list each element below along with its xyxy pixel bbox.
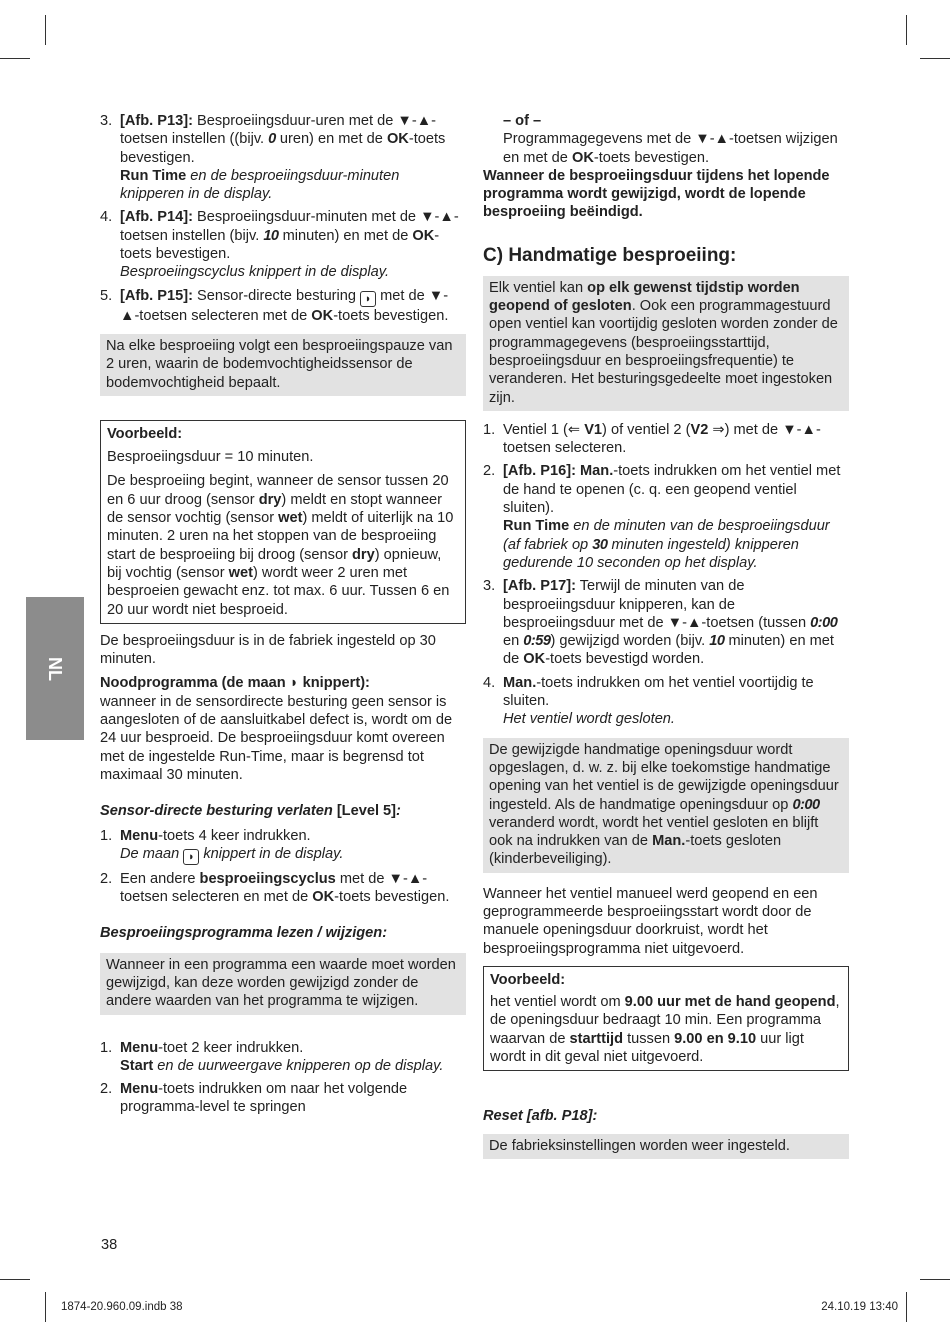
language-tab	[26, 597, 84, 740]
valve-2-label: V2	[690, 421, 713, 438]
wet-label: wet	[228, 564, 253, 581]
text: besproeiingscyclus	[199, 870, 336, 887]
step-4	[100, 208, 466, 281]
example-paragraph	[107, 472, 459, 618]
arrow-right-icon: ⇒	[712, 421, 725, 438]
step-text	[120, 1039, 443, 1076]
text: 9.00 en 9.10	[674, 1030, 757, 1047]
lcd-value: 0:00	[792, 796, 820, 813]
text: ) wordt weer 2 uren met besproeien gewacht enz. tot max. 6 uur. Tussen 6 en 20 uur wordt niet besproeid.	[107, 564, 450, 618]
step-text	[120, 287, 466, 325]
leave-title	[100, 802, 466, 820]
text: -toets indrukken om het ventiel met de hand te openen (c. q. een geopend ventiel sluiten).	[503, 463, 841, 517]
text: De besproeiing begint, wanneer de sensor tussen 20 en 6 uur droog (sensor	[107, 473, 449, 508]
manual-paragraph: Wanneer het ventiel manueel werd geopend en een geprogrammeerde besproeiingsstart wordt door de manuele openingsduur doorkruist, wordt het besproeiingsprogramma niet uitgevoerd.	[483, 885, 818, 957]
step-text	[120, 112, 466, 203]
lcd-value: 30	[592, 536, 608, 553]
figure-ref: [Afb. P14]:	[120, 209, 193, 226]
ok-key: OK	[386, 131, 409, 148]
text: knippert):	[298, 675, 370, 692]
crop-mark	[920, 58, 950, 59]
text: -toets bevestigen.	[334, 889, 450, 906]
or-text	[503, 130, 849, 167]
text: -toets 4 keer indrukken.	[158, 827, 311, 844]
step-text	[120, 870, 466, 907]
warning-text: Wanneer de besproeiingsduur tijdens het lopende programma wordt gewijzigd, wordt de lopende besproeiing beëindigd.	[483, 167, 830, 221]
text: , de openingsduur bedraagt 10 min. Een programma waarvan de	[490, 994, 840, 1047]
text: -toets bevestigen.	[593, 149, 710, 166]
step-number: 1.	[483, 421, 496, 438]
text: minuten) en met de	[503, 633, 834, 668]
language-tab-label: NL	[45, 656, 66, 681]
or-block	[483, 112, 849, 167]
example-paragraph	[490, 993, 842, 1066]
text: Terwijl de minuten van de besproeiingsduur knipperen, kan de besproeiingsduur met de ▼-▲-toetsen (tussen	[503, 578, 811, 631]
section-heading: C) Handmatige besproeiing:	[483, 244, 737, 266]
step-text	[503, 674, 849, 729]
text: Programmagegevens met de ▼-▲-toetsen wijzigen en met de	[503, 131, 838, 166]
or-label: – of –	[503, 113, 542, 129]
factory-note: De besproeiingsduur is in de fabriek ingesteld op 30 minuten.	[100, 632, 436, 668]
manual-step-4	[483, 674, 849, 729]
man-key: Man.	[503, 674, 537, 691]
step-number: 1.	[100, 1039, 113, 1056]
lcd-value: 0	[268, 131, 276, 148]
text: Besproeiingscyclus knippert in de display.	[120, 264, 390, 281]
read-step-1	[100, 1039, 466, 1076]
wet-label: wet	[278, 510, 303, 527]
manual-step-3	[483, 577, 849, 668]
step-text	[503, 462, 849, 572]
text: -toets indrukken om het ventiel voortijdig te sluiten.	[503, 674, 814, 710]
footer-file: 1874-20.960.09.indb 38	[61, 1301, 183, 1313]
text: -toets bevestigd worden.	[545, 651, 705, 668]
lcd-value: 10	[263, 227, 279, 244]
example-line: Besproeiingsduur = 10 minuten.	[107, 449, 314, 466]
text: -toets bevestigen.	[333, 307, 449, 324]
text: :	[396, 803, 401, 820]
menu-key: Menu	[120, 1039, 159, 1056]
step-text	[120, 1080, 466, 1117]
text: -toet 2 keer indrukken.	[158, 1039, 304, 1056]
manual-step-1	[483, 421, 849, 458]
step-number: 4.	[100, 209, 113, 226]
text: uren) en met de	[275, 131, 387, 148]
text: ) meldt en stopt wanneer de sensor vochtig (sensor	[107, 491, 443, 527]
ok-key: OK	[571, 149, 594, 166]
ok-key: OK	[523, 651, 546, 668]
text: op elk gewenst tijdstip worden geopend of gesloten	[489, 279, 800, 315]
lcd-value: 10	[709, 633, 725, 650]
text: Een andere	[120, 870, 200, 887]
text: en de minuten van de besproeiingsduur (af fabriek op	[503, 518, 830, 553]
step-5	[100, 287, 466, 325]
emergency-title	[100, 674, 466, 692]
changed-note	[483, 738, 849, 873]
step-number: 5.	[100, 287, 113, 304]
leave-step-2	[100, 870, 466, 907]
read-note: Wanneer in een programma een waarde moet worden gewijzigd, kan deze worden gewijzigd zonder de andere waarden van het programma te wijzigen.	[100, 953, 466, 1015]
text: minuten) en met de	[278, 227, 413, 244]
text: -toets gesloten (kinderbeveiliging).	[489, 833, 782, 868]
step-number: 2.	[100, 1081, 113, 1098]
step-number: 1.	[100, 827, 113, 844]
reset-note: De fabrieksinstellingen worden weer ingesteld.	[483, 1134, 849, 1159]
man-key: Man.	[652, 833, 686, 850]
text: uur ligt wordt in dit geval niet uitgevoerd.	[490, 1030, 804, 1066]
text: [Level 5]	[332, 803, 397, 820]
text: -toets bevestigen.	[120, 227, 440, 263]
text: minuten ingesteld) knipperen gedurende 10 seconden op het display.	[503, 536, 799, 571]
read-step-2	[100, 1080, 466, 1117]
figure-ref: [Afb. P15]:	[120, 287, 193, 304]
emergency-text: wanneer in de sensordirecte besturing geen sensor is aangesloten of de aansluitkabel defect is, wordt om de 24 uur besproeid. De besproeiingsduur komt overeen met de ingestelde Run-Time, maar is begrensd tot maximaal 30 minuten.	[100, 693, 453, 783]
text: ) of ventiel 2 (	[602, 421, 691, 438]
text: Sensor-directe besturing verlaten	[100, 803, 333, 820]
run-time-label: Run Time	[120, 167, 187, 184]
page-number: 38	[101, 1237, 118, 1253]
text: tussen	[623, 1030, 675, 1047]
left-column	[100, 112, 466, 1122]
example-title: Voorbeeld:	[490, 971, 566, 988]
step-number: 2.	[483, 463, 496, 480]
text: Besproeiingsduur-minuten met de ▼-▲-toetsen instellen (bijv.	[120, 209, 459, 244]
menu-key: Menu	[120, 1081, 159, 1098]
text: De maan	[120, 845, 184, 862]
figure-ref: [Afb. P17]:	[503, 578, 576, 595]
step-number: 3.	[483, 578, 496, 595]
figure-ref: [Afb. P16]:	[503, 463, 576, 480]
text: -toets bevestigen.	[120, 131, 446, 166]
text: en	[503, 633, 524, 650]
text: Start	[120, 1057, 154, 1074]
figure-ref: [Afb. P13]:	[120, 113, 193, 129]
ok-key: OK	[311, 307, 334, 324]
manual-note	[483, 276, 849, 411]
ok-key: OK	[312, 889, 335, 906]
reset-title: Reset [afb. P18]:	[483, 1108, 598, 1125]
read-title: Besproeiingsprogramma lezen / wijzigen:	[100, 925, 388, 942]
arrow-left-icon: ⇐	[567, 421, 581, 438]
crop-mark	[0, 58, 30, 59]
text: ) opnieuw, bij vochtig (sensor	[107, 546, 442, 581]
manual-step-2	[483, 462, 849, 572]
text: veranderd wordt, wordt het ventiel gesloten en blijft ook na indrukken van de	[489, 814, 819, 850]
text: Besproeiingsduur-uren met de ▼-▲-toetsen instellen ((bijv.	[120, 113, 437, 148]
example-box	[100, 420, 466, 624]
text: De gewijzigde handmatige openingsduur wordt opgeslagen, d. w. z. bij elke toekomstige handmatige opening van het ventiel is de gewijzigde openingsduur ingesteld. Als de handmatige openingsduur op	[489, 741, 839, 813]
run-time-label: Run Time	[503, 518, 570, 535]
step-text	[120, 827, 343, 865]
example-box-2	[483, 966, 849, 1071]
text: het ventiel wordt om	[490, 994, 625, 1011]
text: met de ▼-▲-toetsen selecteren met de	[120, 287, 449, 324]
text: Sensor-directe besturing	[192, 287, 361, 304]
menu-key: Menu	[120, 827, 159, 844]
text: met de ▼-▲-toetsen selecteren en met de	[120, 870, 428, 906]
pause-note: Na elke besproeiing volgt een besproeiingspauze van 2 uren, waarin de bodemvochtigheidssensor de bodemvochtigheid bepaalt.	[100, 334, 466, 396]
text: Elk ventiel kan	[489, 279, 588, 296]
footer-date: 24.10.19 13:40	[821, 1301, 898, 1313]
text: en de besproeiingsduur-minuten knipperen in de display.	[120, 167, 400, 203]
moon-icon: ◗	[183, 849, 199, 865]
dry-label: dry	[352, 546, 375, 563]
lcd-value: 0:00	[810, 614, 838, 631]
text: ) met de ▼-▲-toetsen selecteren.	[503, 421, 821, 457]
crop-mark	[0, 1279, 30, 1280]
text: en de uurweergave knipperen op de display.	[153, 1057, 444, 1074]
crop-mark	[45, 15, 46, 45]
example-title: Voorbeeld:	[107, 425, 183, 442]
moon-icon: ◗	[360, 291, 376, 307]
text: 9.00 uur met de hand geopend	[624, 994, 836, 1011]
right-column	[483, 112, 849, 1167]
text: -toets indrukken om naar het volgende programma-level te springen	[120, 1081, 408, 1116]
crop-mark	[906, 1292, 907, 1322]
step-text	[503, 577, 849, 668]
step-number: 2.	[100, 870, 113, 887]
text: Het ventiel wordt gesloten.	[503, 711, 675, 728]
text: knippert in de display.	[199, 845, 344, 862]
leave-step-1	[100, 827, 466, 865]
step-text	[503, 421, 849, 458]
step-3	[100, 112, 466, 203]
text: Ventiel 1 (	[503, 421, 568, 438]
crop-mark	[45, 1292, 46, 1322]
text: . Ook een programmagestuurd open ventiel kan voortijdig gesloten worden zonder de programmagegevens (besproeiingsstarttijd, besproeiingsduur en besproeiingsfrequentie) te veranderen. Het besturingsgedeelte moet ingestoken zijn.	[489, 298, 838, 406]
text: starttijd	[569, 1030, 624, 1047]
text: ) meldt of uiterlijk na 10 minuten. 2 uren na het stoppen van de besproeiing start de besproeiing bij droog (sensor	[107, 510, 454, 563]
man-key: Man.	[575, 463, 614, 480]
dry-label: dry	[258, 491, 282, 508]
moon-icon: ◗	[289, 675, 299, 692]
lcd-value: 0:59	[523, 633, 551, 650]
step-text	[120, 208, 466, 281]
ok-key: OK	[412, 227, 435, 244]
text: ) gewijzigd worden (bijv.	[550, 633, 710, 650]
step-number: 4.	[483, 674, 496, 691]
step-number: 3.	[100, 113, 113, 129]
crop-mark	[920, 1279, 950, 1280]
valve-1-label: V1	[580, 421, 603, 438]
crop-mark	[906, 15, 907, 45]
text: Noodprogramma (de maan	[100, 675, 290, 692]
